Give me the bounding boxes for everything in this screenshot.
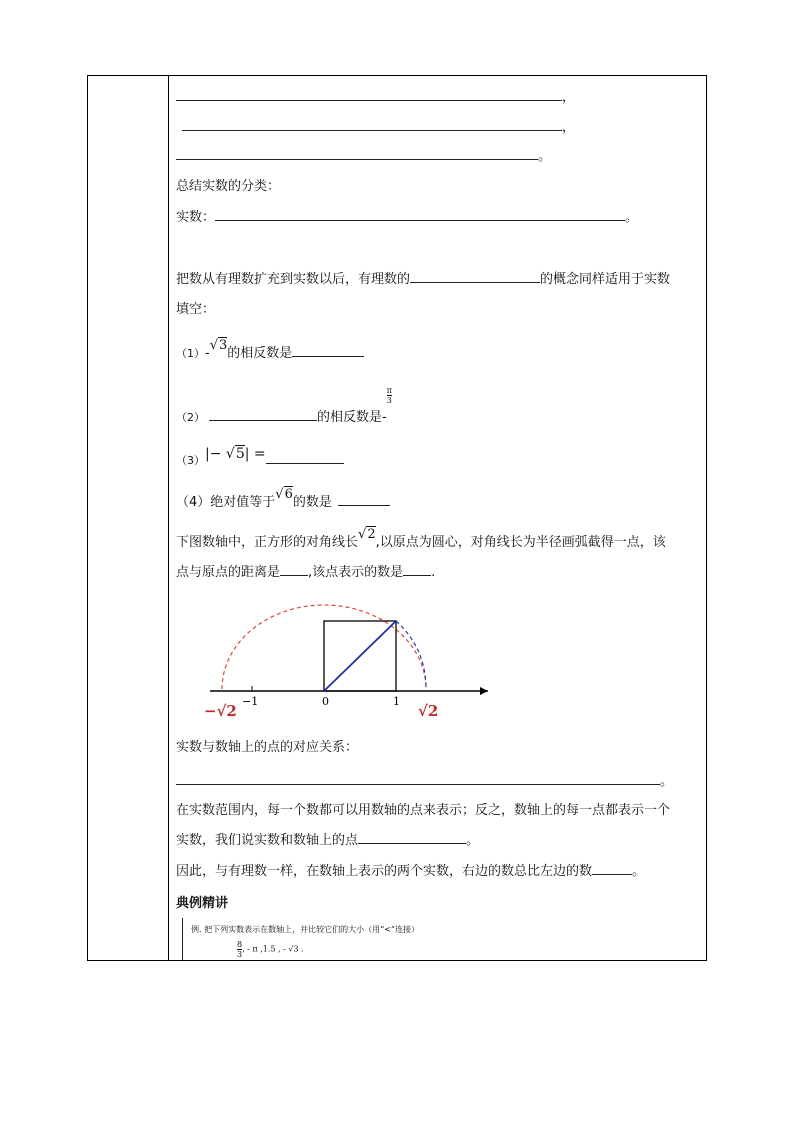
example-list-line [237,940,304,959]
real-classification-line [176,210,638,226]
q4-text-b: 的数是 [292,495,332,510]
answer-blank[interactable] [403,575,431,576]
sqrt-symbol: √2 [358,527,376,542]
answer-blank[interactable] [176,159,538,160]
extend-text-a: 把数从有理数扩充到实数以后，有理数的 [176,272,411,287]
example-box [182,918,703,960]
square-diagonal [324,621,396,691]
radicand: 3 [219,338,228,353]
fraction-numerator: π [386,386,392,395]
blank-line-3 [176,149,551,165]
answer-blank[interactable] [176,100,562,101]
range-text-2a: 实数，我们说实数和数轴上的点 [176,833,359,848]
range-text-2b: 。 [466,833,480,848]
fraction-denominator: 3 [386,396,392,405]
sqrt-symbol: √3 [209,338,228,353]
answer-blank[interactable] [176,784,660,785]
punct: ， [562,120,576,135]
fill-title: 填空： [176,302,216,317]
q1-text: 的相反数是 [227,346,293,361]
answer-blank[interactable] [358,843,466,844]
blank-line-2 [182,120,575,136]
abs-left: |− √ [205,446,235,462]
number-line-figure [190,588,490,723]
content-cell [176,76,706,960]
answer-blank[interactable] [592,874,632,875]
answer-blank[interactable] [209,420,317,421]
real-label: 实数： [176,210,216,225]
fig-text-e: . [431,565,436,580]
abs-right: | = [244,446,266,462]
blank-line-1 [176,90,575,106]
extend-text-b: 的概念同样适用于实数 [540,272,671,287]
answer-blank[interactable] [280,575,308,576]
question-2 [176,386,392,426]
question-1 [176,338,364,362]
question-3 [176,446,344,469]
answer-blank[interactable] [292,356,364,357]
answer-blank[interactable] [410,282,540,283]
q3-number: （3） [176,454,205,467]
answer-blank[interactable] [266,463,344,464]
punct: ， [562,90,576,105]
fig-text-a: 下图数轴中，正方形的对角线长 [176,535,359,550]
label-zero: 0 [322,695,329,708]
answer-blank[interactable] [215,220,625,221]
fraction-denominator: 3 [237,950,243,959]
example-list: , - π ,1.5 , - √3 . [242,944,304,954]
range-text-2 [176,833,479,849]
label-neg-sqrt2: −√2 [204,702,237,720]
example-title: 例. 把下列实数表示在数轴上，并比较它们的大小（用“<”连接） [191,925,419,934]
correspondence-blank-line [176,774,673,790]
column-divider [168,76,169,960]
punct: 。 [632,864,646,879]
radicand: 2 [367,527,376,542]
radicand: 6 [284,487,293,502]
answer-blank[interactable] [182,130,562,131]
arc-right [396,621,426,689]
q4-text-a: （4）绝对值等于 [176,495,276,510]
axis-arrow [480,687,488,695]
sqrt-symbol: √6 [275,487,293,502]
fraction-numerator: 8 [237,940,243,949]
extend-line [176,272,670,288]
q1-number: （1） [176,347,205,360]
question-4 [176,487,390,511]
summary-title: 总结实数的分类： [176,179,281,194]
fig-text-b: ,以原点为圆心，对角线长为半径画弧截得一点，该 [375,535,666,550]
label-one: 1 [393,695,400,708]
therefore-line [176,864,645,880]
fraction [387,386,392,405]
q2-number: （2） [176,411,205,424]
fig-text-c: 点与原点的距离是 [176,565,281,580]
radicand: 5 [235,446,245,462]
q1-minus: - [205,346,210,361]
punct: 。 [625,210,639,225]
range-text: 在实数范围内，每一个数都可以用数轴的点来表示；反之，数轴上的每一点都表示一个 [176,803,671,818]
punct: 。 [538,149,552,164]
figure-desc-line-1 [176,527,666,551]
abs-expression [205,446,266,462]
punct: 。 [660,774,674,789]
correspondence-title: 实数与数轴上的点的对应关系： [176,740,359,755]
section-title: 典例精讲 [176,896,229,911]
page-table [87,75,707,961]
label-pos-sqrt2: √2 [418,702,439,720]
fig-text-d: ,该点表示的数是 [308,565,404,580]
label-neg-one: −1 [242,695,259,708]
q2-text: 的相反数是- [317,410,387,425]
figure-desc-line-2 [176,565,435,581]
therefore-text: 因此，与有理数一样，在数轴上表示的两个实数，右边的数总比左边的数 [176,864,593,879]
answer-blank[interactable] [338,505,390,506]
